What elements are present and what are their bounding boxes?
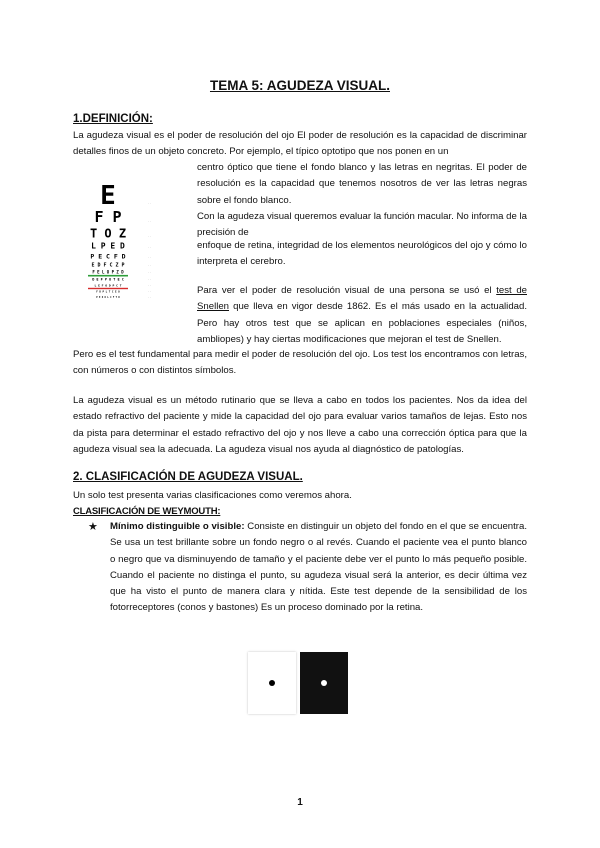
- black-dot: [269, 680, 275, 686]
- bullet-label: Mínimo distinguible o visible:: [110, 521, 245, 532]
- snellen-row: L P E D: [91, 241, 125, 251]
- bullet-text: Consiste en distinguir un objeto del fondo en el que se encuentra. Se usa un test brillante sobre un fondo negro o al revés. Cuando el paciente vea el punto blanco o negro que va disminuyendo de tamaño y el paciente debe ver el punto lo más pequeño posible. Cuando el paciente no distinga el punto, su agudeza visual será la anterior, es decir última vez que ha visto el punto de manera clara y nítida. Este test depende de la sensibilidad de los fotorreceptores (conos y bastones) Es un proceso dominado por la retina.: [110, 521, 527, 614]
- snellen-row: F E L O P Z D: [92, 269, 124, 275]
- paragraph-definicion-6: Pero es el test fundamental para medir el poder de resolución del ojo. Los test los encontramos con letras, con números o con distintos símbolos.: [73, 349, 527, 377]
- snellen-row-mark: · ·: [148, 277, 151, 282]
- snellen-row: P E Z O L C F T D: [96, 295, 120, 299]
- snellen-row-mark: · ·: [148, 219, 151, 224]
- snellen-row-mark: · ·: [148, 283, 151, 288]
- snellen-row: P E C F D: [90, 252, 126, 261]
- paragraph-definicion-1: La agudeza visual es el poder de resolución del ojo El poder de resolución es la capacidad de discriminar detalles finos de un objeto concreto. Por ejemplo, el típico optotipo que nos ponen en un: [73, 130, 527, 158]
- snellen-row: T O Z: [89, 226, 127, 241]
- snellen-chart-image: [86, 178, 166, 324]
- snellen-row: E D F C Z P: [91, 262, 125, 269]
- snellen-red-line: [88, 288, 128, 289]
- snellen-text-post: que lleva en vigor desde 1862. Es el más usado en la actualidad. Pero hay otros test que se aplican en poblaciones especiales (niños, ambliopes) y hay ciertas modificaciones que mejoran el test de Snellen.: [197, 301, 527, 345]
- snellen-test-link: test de Snellen: [197, 285, 527, 313]
- snellen-row-mark: · ·: [148, 270, 151, 275]
- white-dot: [321, 680, 327, 686]
- snellen-row-mark: · ·: [148, 255, 151, 260]
- snellen-row: L E F O D P C T: [94, 283, 122, 288]
- snellen-row: D E F P O T E C: [92, 277, 124, 282]
- star-bullet-icon: ★: [88, 521, 98, 533]
- section-heading-definicion: 1.DEFINICIÓN:: [73, 113, 153, 125]
- snellen-row-mark: · ·: [148, 201, 151, 205]
- paragraph-snellen: [197, 283, 527, 348]
- paragraph-definicion-2: centro óptico que tiene el fondo blanco y las letras en negritas. El poder de resolución es la capacidad que tenemos nosotros de ver las letras negras sobre el fondo blanco.: [197, 162, 527, 206]
- snellen-row-mark: · ·: [148, 263, 151, 268]
- snellen-row-mark: · ·: [148, 289, 151, 294]
- snellen-text-pre: Para ver el poder de resolución visual de una persona se usó el: [197, 285, 492, 296]
- paragraph-definicion-4: enfoque de retina, integridad de los elementos neurológicos del ojo y cómo lo interpreta el cerebro.: [197, 240, 527, 268]
- document-title: TEMA 5: AGUDEZA VISUAL.: [209, 78, 390, 93]
- snellen-green-line: [88, 275, 128, 277]
- paragraph-definicion-3: Con la agudeza visual queremos evaluar la función macular. No informa de la precisión de: [197, 211, 527, 239]
- page-number: 1: [297, 797, 303, 808]
- snellen-row-mark: · ·: [148, 234, 151, 239]
- contrast-dot-figure: [248, 652, 348, 714]
- snellen-row-mark: · ·: [148, 294, 151, 299]
- snellen-row: F D P L T C E O: [96, 290, 120, 294]
- bullet-item-minimo-visible: [110, 519, 527, 617]
- subheading-weymouth: CLASIFICACIÓN DE WEYMOUTH:: [73, 506, 221, 517]
- paragraph-clasificacion-intro: Un solo test presenta varias clasificaciones como veremos ahora.: [73, 490, 352, 501]
- snellen-row: F P: [94, 208, 122, 227]
- section-heading-clasificacion: 2. CLASIFICACIÓN DE AGUDEZA VISUAL.: [73, 471, 303, 483]
- white-box: [248, 652, 296, 714]
- paragraph-definicion-7: La agudeza visual es un método rutinario que se lleva a cabo en todos los pacientes. Nos da idea del estado refractivo del paciente y mide la capacidad del ojo para evaluar varios tamaños de lejas. Esto nos da pista para determinar el estado refractivo del ojo y nos lleve a cabo una corrección óptica para que la agudeza visual sea la adecuada. La agudeza visual nos ayuda al diagnóstico de patologías.: [73, 395, 527, 455]
- black-box: [300, 652, 348, 714]
- snellen-row-mark: · ·: [148, 245, 151, 250]
- snellen-row: E: [100, 181, 116, 211]
